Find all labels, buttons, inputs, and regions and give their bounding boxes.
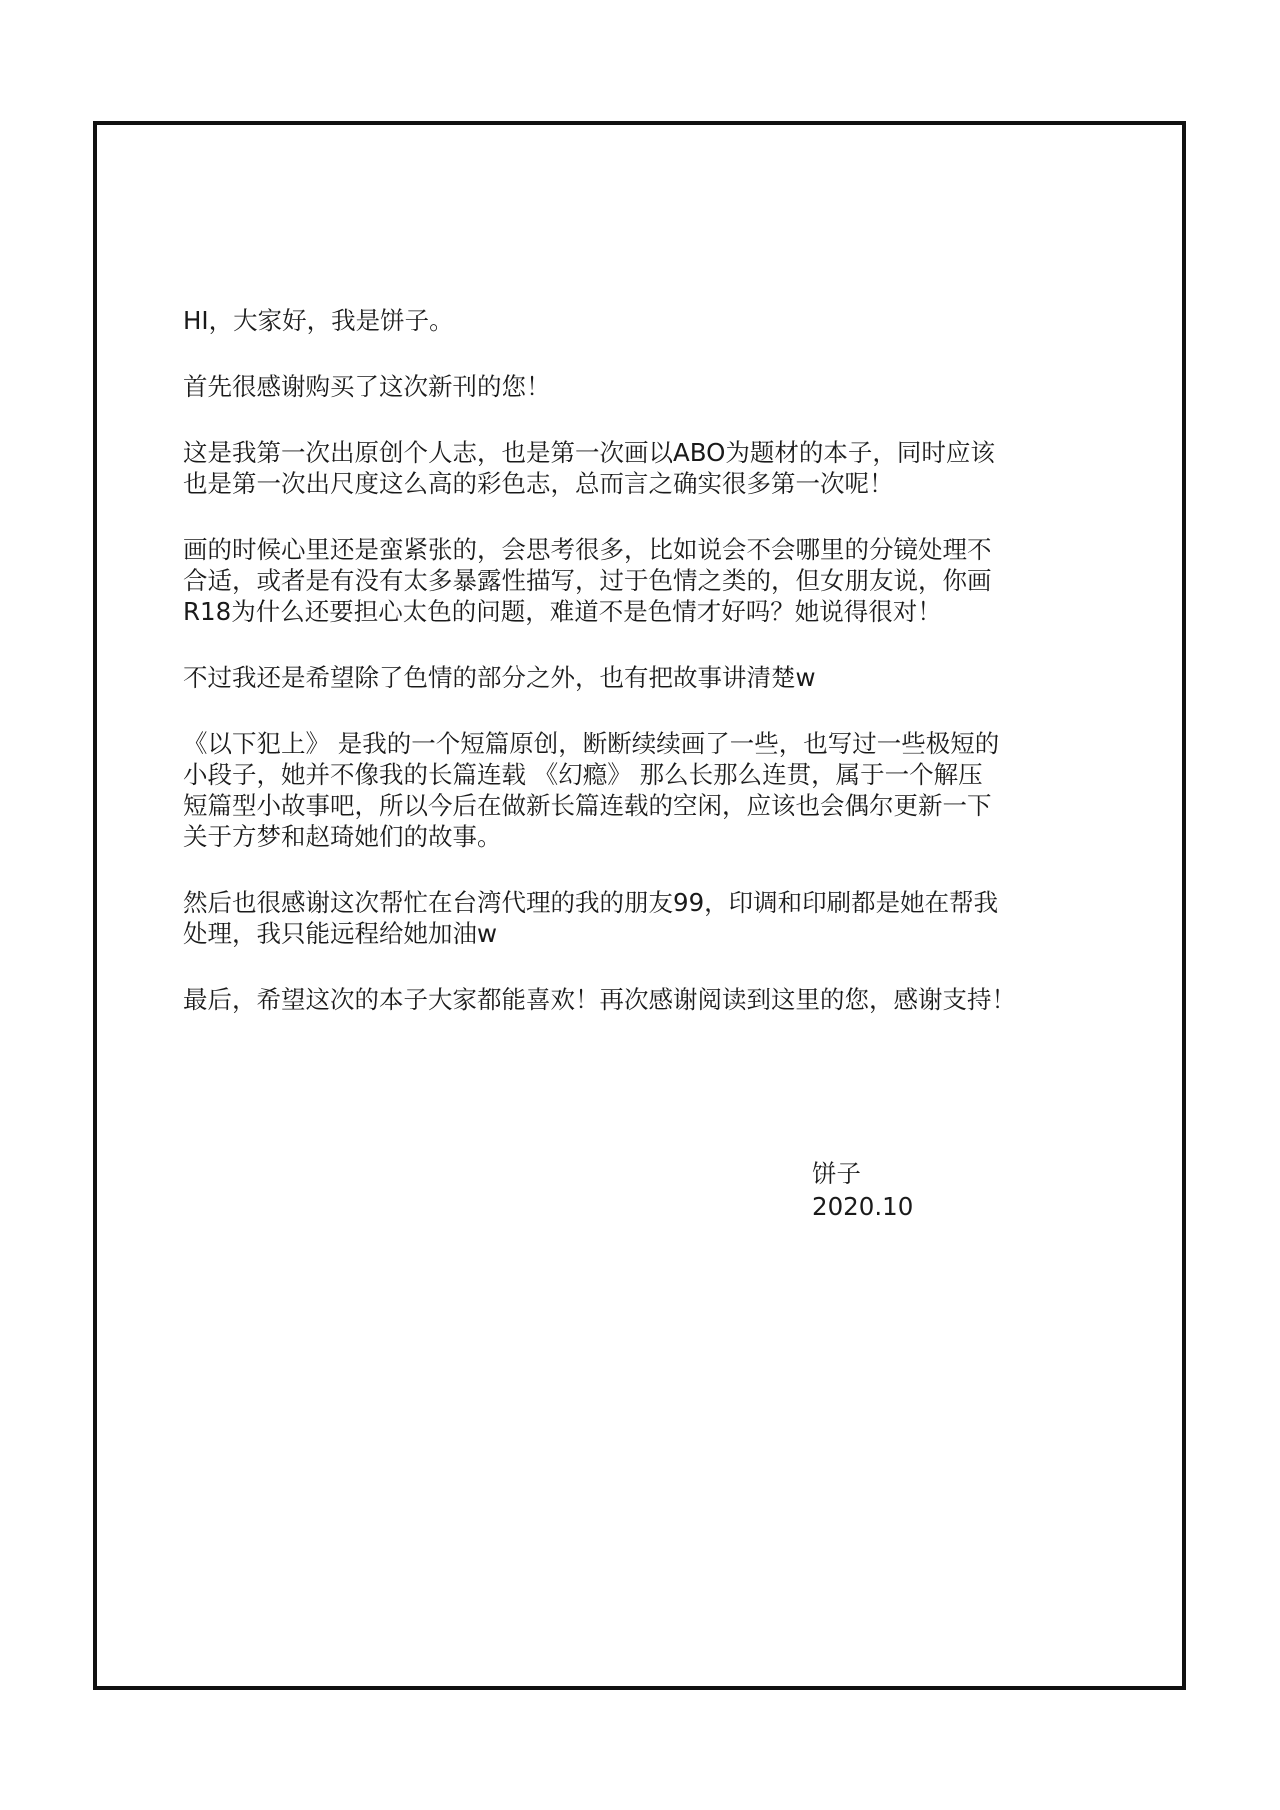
paragraph-nervous — [183, 534, 1083, 627]
text-line: R18为什么还要担心太色的问题，难道不是色情才好吗？她说得很对！ — [183, 597, 942, 626]
text-line: 最后，希望这次的本子大家都能喜欢！再次感谢阅读到这里的您，感谢支持！ — [183, 985, 1016, 1014]
text-line: 也是第一次出尺度这么高的彩色志，总而言之确实很多第一次呢！ — [183, 469, 894, 498]
text-line: 关于方梦和赵琦她们的故事。 — [183, 822, 502, 851]
paragraph-about-work — [183, 728, 1083, 852]
text-line: 不过我还是希望除了色情的部分之外，也有把故事讲清楚w — [183, 663, 816, 692]
signature-date: 2020.10 — [812, 1192, 914, 1221]
letter-body — [183, 305, 1083, 1050]
text-line: 短篇型小故事吧，所以今后在做新长篇连载的空闲，应该也会偶尔更新一下 — [183, 791, 992, 820]
text-line: 这是我第一次出原创个人志，也是第一次画以ABO为题材的本子，同时应该 — [183, 438, 995, 467]
paragraph-greeting — [183, 305, 1083, 336]
paragraph-story — [183, 662, 1083, 693]
text-line: 小段子，她并不像我的长篇连载 《幻瘾》 那么长那么连贯，属于一个解压 — [183, 760, 983, 789]
paragraph-friend-thanks — [183, 887, 1083, 949]
text-line: 首先很感谢购买了这次新刊的您！ — [183, 372, 551, 401]
paragraph-thanks — [183, 371, 1083, 402]
text-line: 合适，或者是有没有太多暴露性描写，过于色情之类的，但女朋友说，你画 — [183, 566, 992, 595]
text-line: 处理，我只能远程给她加油w — [183, 919, 498, 948]
signature-name: 饼子 — [812, 1159, 861, 1188]
text-line: 然后也很感谢这次帮忙在台湾代理的我的朋友99，印调和印刷都是她在帮我 — [183, 888, 999, 917]
text-line: HI，大家好，我是饼子。 — [183, 306, 454, 335]
paragraph-closing — [183, 984, 1083, 1015]
text-line: 《以下犯上》 是我的一个短篇原创，断断续续画了一些，也写过一些极短的 — [183, 729, 1000, 758]
paragraph-first-time — [183, 437, 1083, 499]
text-line: 画的时候心里还是蛮紧张的，会思考很多，比如说会不会哪里的分镜处理不 — [183, 535, 992, 564]
signature-block — [812, 1157, 913, 1223]
